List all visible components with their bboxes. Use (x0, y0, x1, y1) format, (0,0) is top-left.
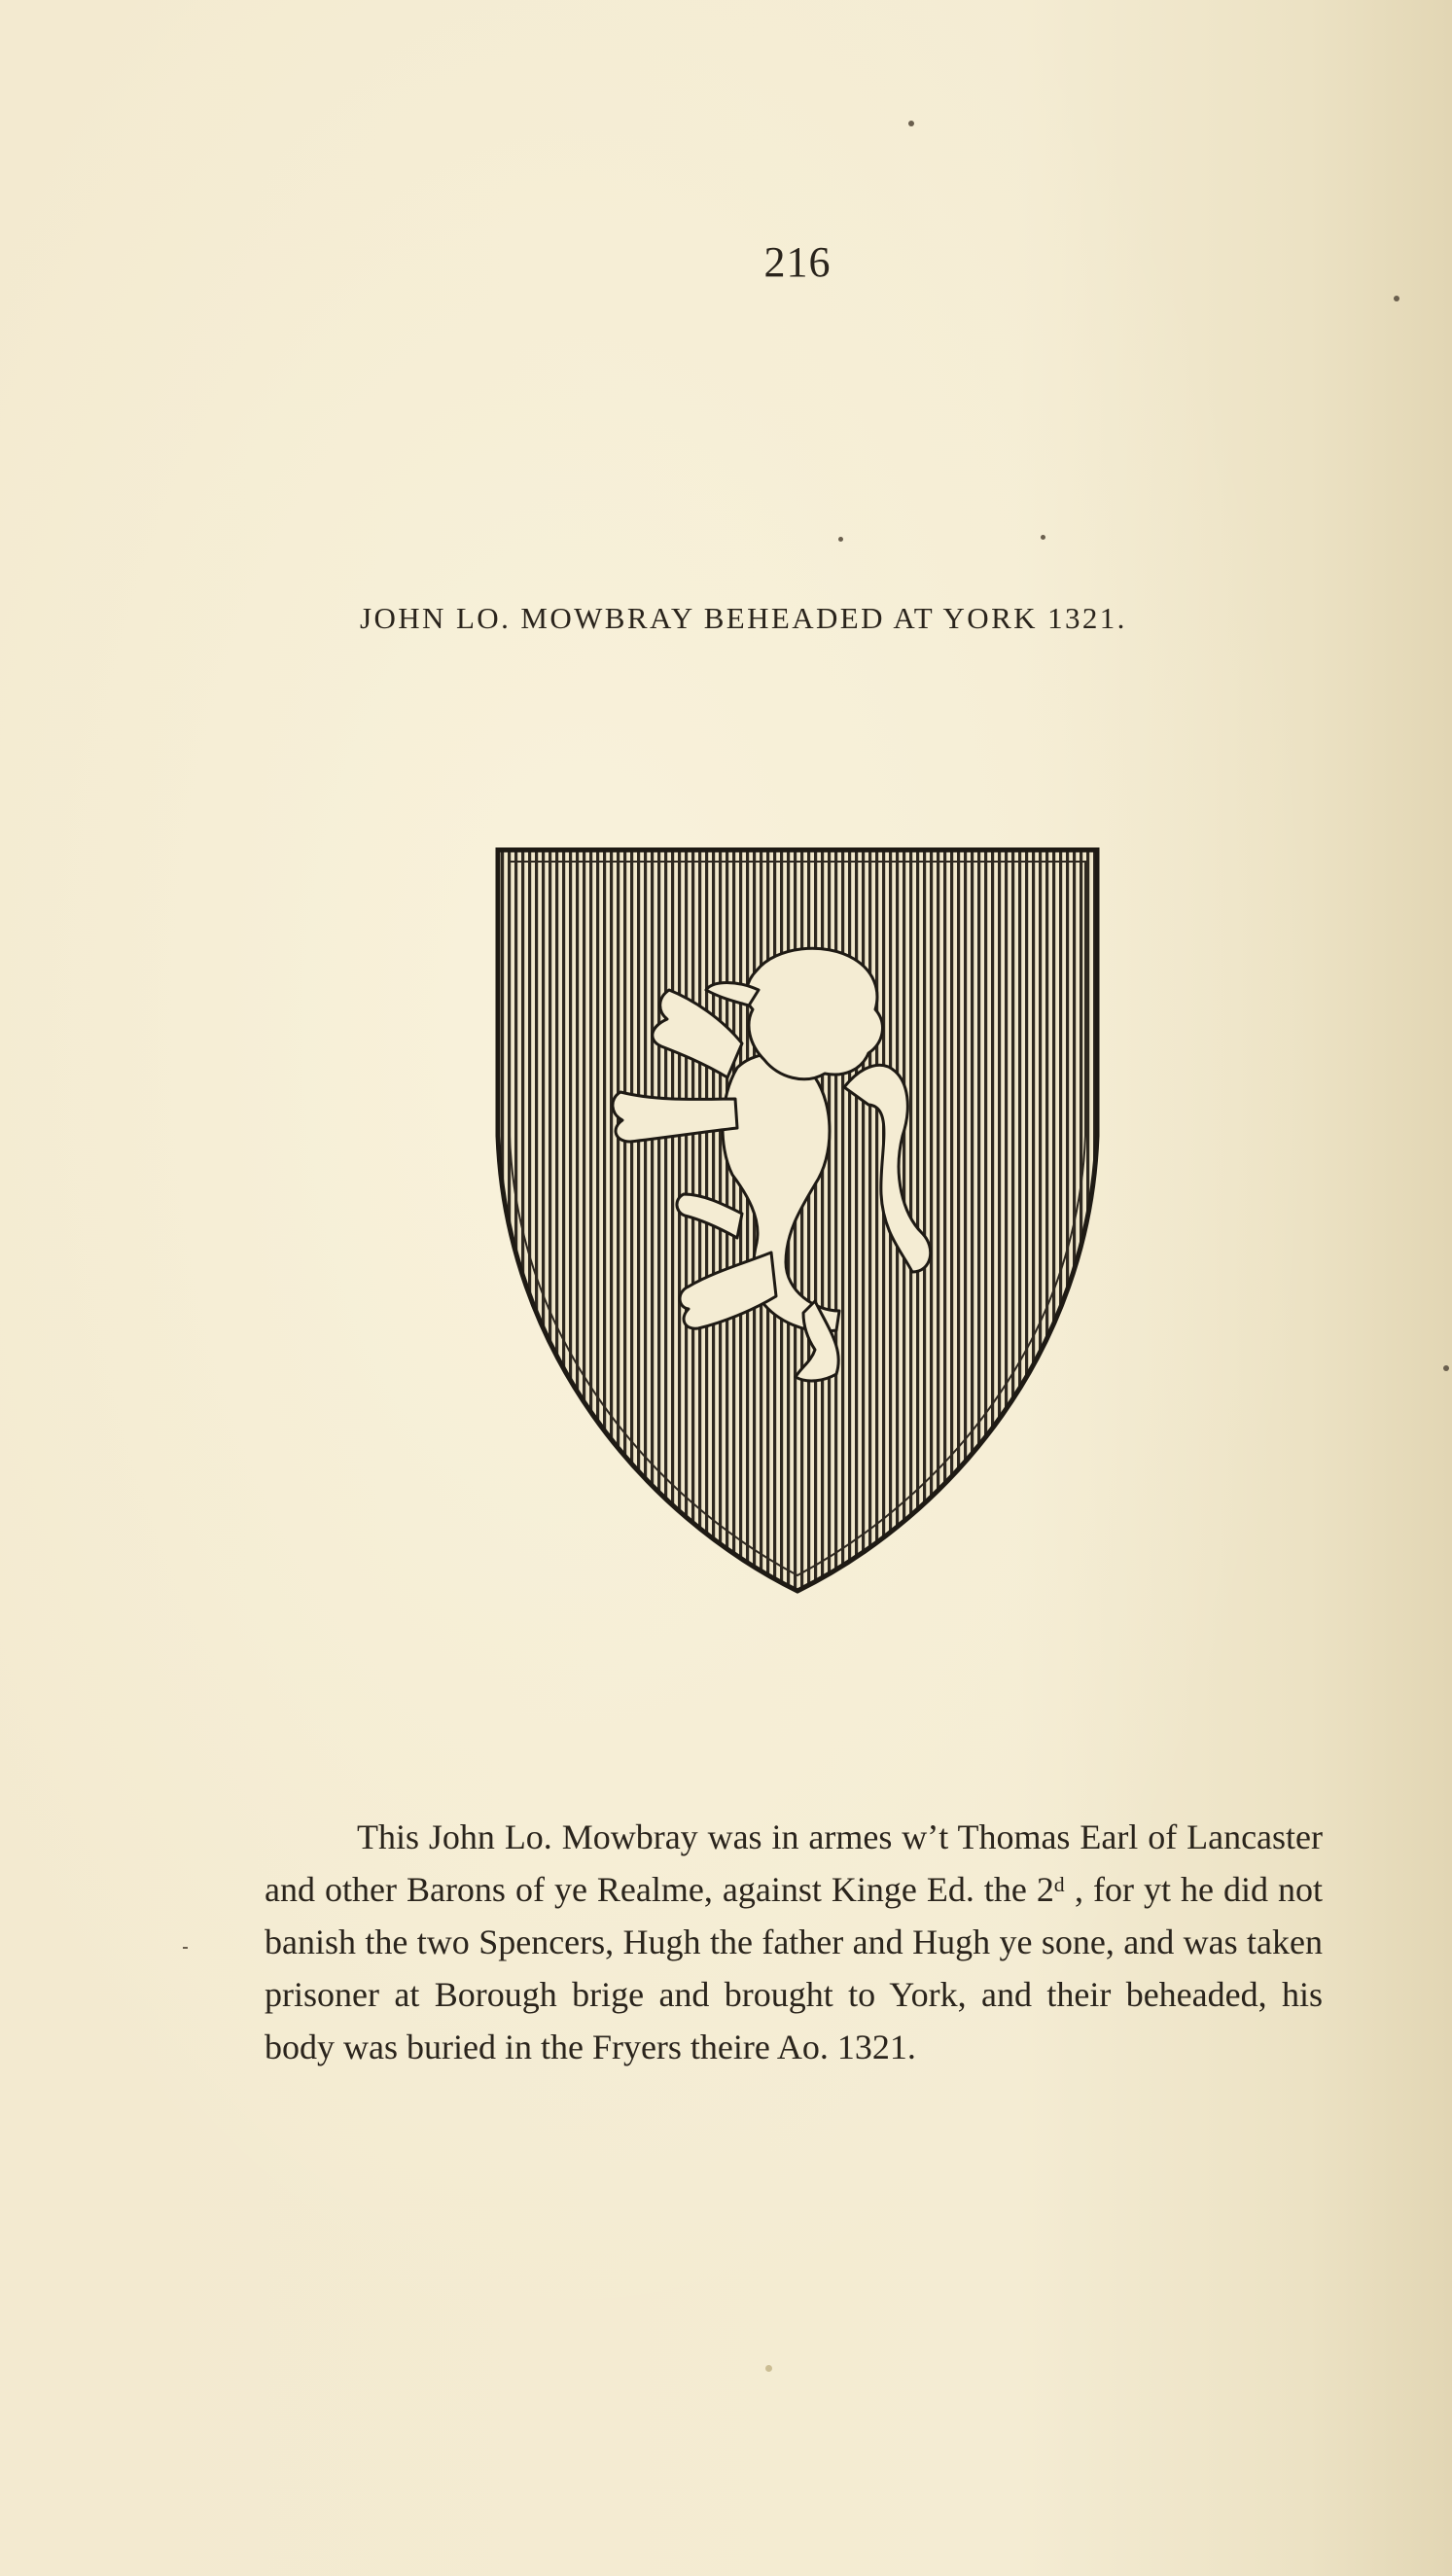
page-heading: JOHN LO. MOWBRAY BEHEADED AT YORK 1321. (360, 601, 1127, 635)
paragraph-text: This John Lo. Mowbray was in armes wʼt Thomas Earl of Lancaster and other Barons of ye Realme, against Kinge Ed. the 2ᵈ , for yt he did not banish the two Spencers, Hugh the father and Hugh ye sone, and was taken prisoner at Borough brige and brought to York, and their beheaded, his body was buried in the Fryers theire Ao. 1321. (265, 1817, 1323, 2066)
body-paragraph (265, 1811, 1323, 2073)
page-number: 216 (763, 238, 832, 286)
heraldic-shield-lion-rampant-icon (494, 844, 1101, 1597)
